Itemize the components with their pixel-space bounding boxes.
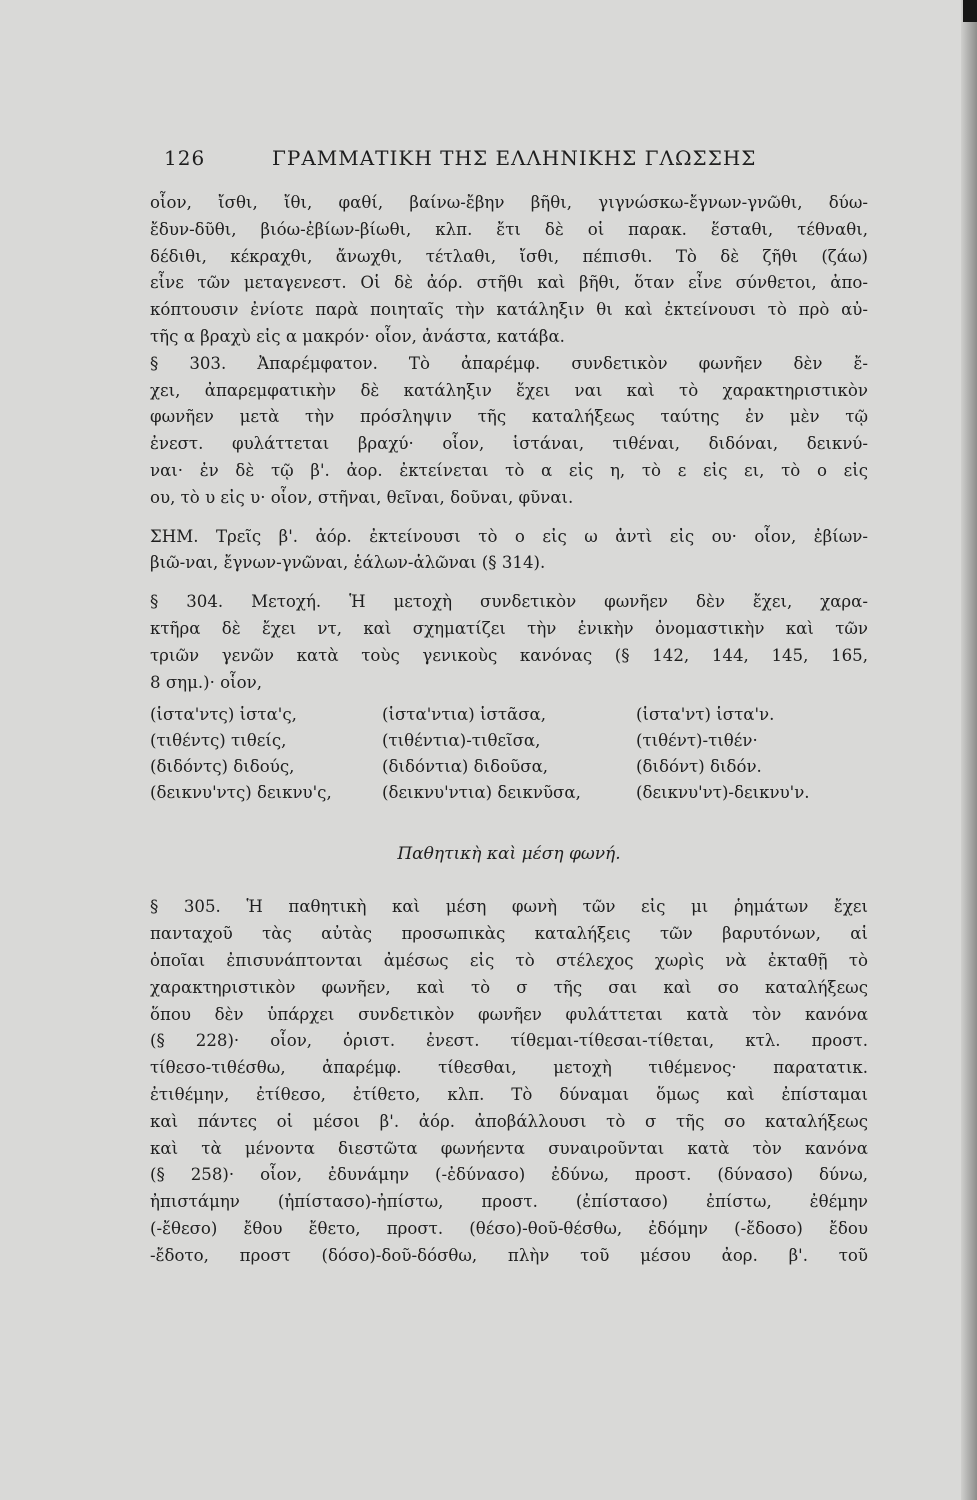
text-line: πανταχοῦ τὰς αὐτὰς προσωπικὰς καταλήξεις τῶν βαρυτόνων, αἱ	[150, 924, 868, 944]
text-line: κόπτουσιν ἐνίοτε παρὰ ποιηταῖς τὴν κατάληξιν θι καὶ ἐκτείνουσι τὸ πρὸ αὐ-	[150, 300, 868, 320]
page-corner-mark	[963, 0, 977, 22]
text-line: χει, ἀπαρεμφατικὴν δὲ κατάληξιν ἔχει ναι καὶ τὸ χαρακτηριστικὸν	[150, 380, 868, 400]
section-303-infinitive	[150, 351, 868, 512]
text-line: κτῆρα δὲ ἔχει ντ, καὶ σχηματίζει τὴν ἑνικὴν ὀνομαστικὴν καὶ τῶν	[150, 618, 868, 638]
text-line: -ἔδοτο, προστ (δόσο)-δοῦ-δόσθω, πλὴν τοῦ μέσου ἀορ. β'. τοῦ	[150, 1245, 868, 1265]
text-line: ὁποῖαι ἐπισυνάπτονται ἀμέσως εἰς τὸ στέλεχος χωρὶς νὰ ἐκταθῇ τὸ	[150, 950, 868, 970]
text-line: οἷον, ἴσθι, ἴθι, φαθί, βαίνω-ἔβην βῆθι, γιγνώσκω-ἔγνων-γνῶθι, δύω-	[150, 193, 868, 212]
page-edge-shadow	[961, 0, 977, 1500]
form-masculine: (τιθέντς) τιθείς,	[150, 731, 287, 751]
text-line: 8 σημ.)· οἷον,	[150, 672, 263, 692]
text-line: τίθεσο-τιθέσθω, ἀπαρέμφ. τίθεσθαι, μετοχὴ τιθέμενος· παρατατικ.	[150, 1058, 868, 1078]
text-line: ἐτιθέμην, ἐτίθεσο, ἐτίθετο, κλπ. Τὸ δύναμαι ὅμως καὶ ἐπίσταμαι	[150, 1084, 868, 1104]
section-subheading: Παθητικὴ καὶ μέση φωνή.	[397, 844, 621, 865]
form-feminine: (ἱστα'ντια) ἱστᾶσα,	[382, 705, 547, 725]
text-line: ἠπιστάμην (ἠπίστασο)-ἠπίστω, προστ. (ἐπίστασο) ἐπίστω, ἐθέμην	[150, 1192, 868, 1212]
form-neuter: (ἱστα'ντ) ἱστα'ν.	[636, 705, 775, 725]
section-305-passive-middle	[150, 894, 868, 1269]
text-line: § 303. Ἀπαρέμφατον. Τὸ ἀπαρέμφ. συνδετικὸν φωνῆεν δὲν ἔ-	[150, 353, 868, 373]
form-row	[150, 780, 868, 806]
text-line: (§ 258)· οἷον, ἐδυνάμην (-ἐδύνασο) ἐδύνω, προστ. (δύνασο) δύνω,	[150, 1165, 868, 1185]
text-line: ναι· ἐν δὲ τῷ β'. ἀορ. ἐκτείνεται τὸ α εἰς η, τὸ ε εἰς ει, τὸ ο εἰς	[150, 460, 868, 480]
text-line: ἐνεστ. φυλάττεται βραχύ· οἷον, ἱστάναι, τιθέναι, διδόναι, δεικνύ-	[150, 434, 868, 454]
form-feminine: (τιθέντια)-τιθεῖσα,	[382, 731, 541, 751]
form-feminine: (δεικνυ'ντια) δεικνῦσα,	[382, 783, 581, 803]
text-line: (§ 228)· οἷον, ὁριστ. ἐνεστ. τίθεμαι-τίθεσαι-τίθεται, κτλ. προστ.	[150, 1031, 868, 1051]
running-title: ΓΡΑΜΜΑΤΙΚΗ ΤΗΣ ΕΛΛΗΝΙΚΗΣ ΓΛΩΣΣΗΣ	[272, 146, 757, 170]
text-line: χαρακτηριστικὸν φωνῆεν, καὶ τὸ σ τῆς σαι καὶ σο καταλήξεως	[150, 977, 868, 997]
section-304-participle	[150, 589, 868, 696]
text-line: ου, τὸ υ εἰς υ· οἷον, στῆναι, θεῖναι, δοῦναι, φῦναι.	[150, 487, 574, 507]
text-line: δέδιθι, κέκραχθι, ἄνωχθι, τέτλαθι, ἴσθι, πέπισθι. Τὸ δὲ ζῆθι (ζάω)	[150, 246, 868, 266]
text-line: τῆς α βραχὺ εἰς α μακρόν· οἷον, ἀνάστα, κατάβα.	[150, 326, 565, 346]
text-line: (-ἔθεσο) ἔθου ἔθετο, προστ. (θέσο)-θοῦ-θέσθω, ἐδόμην (-ἔδοσο) ἔδου	[150, 1218, 868, 1238]
text-line: καὶ πάντες οἱ μέσοι β'. ἀόρ. ἀποβάλλουσι τὸ σ τῆς σο καταλήξεως	[150, 1111, 868, 1131]
form-row	[150, 702, 868, 728]
participle-forms-table	[150, 702, 868, 806]
text-line: ΣΗΜ. Τρεῖς β'. ἀόρ. ἐκτείνουσι τὸ ο εἰς ω ἀντὶ εἰς ου· οἷον, ἐβίων-	[150, 526, 868, 546]
form-neuter: (διδόντ) διδόν.	[636, 757, 762, 777]
text-line: βιῶ-ναι, ἔγνων-γνῶναι, ἑάλων-ἁλῶναι (§ 314).	[150, 553, 546, 573]
text-line: § 305. Ἡ παθητικὴ καὶ μέση φωνὴ τῶν εἰς μι ῥημάτων ἔχει	[150, 897, 868, 917]
form-neuter: (τιθέντ)-τιθέν·	[636, 731, 758, 751]
paragraph-imperative-notes	[150, 190, 868, 351]
note-303	[150, 524, 868, 578]
text-line: εἶνε τῶν μεταγενεστ. Οἱ δὲ ἀόρ. στῆθι καὶ βῆθι, ὅταν εἶνε σύνθετοι, ἀπο-	[150, 273, 868, 293]
text-line: τριῶν γενῶν κατὰ τοὺς γενικοὺς κανόνας (§ 142, 144, 145, 165,	[150, 645, 868, 665]
page-number: 126	[164, 146, 206, 170]
text-line: ὅπου δὲν ὑπάρχει συνδετικὸν φωνῆεν φυλάττεται κατὰ τὸν κανόνα	[150, 1004, 868, 1024]
form-neuter: (δεικνυ'ντ)-δεικνυ'ν.	[636, 783, 810, 803]
form-masculine: (δεικνυ'ντς) δεικνυ'ς,	[150, 783, 332, 803]
book-page	[150, 142, 868, 1270]
text-line: φωνῆεν μετὰ τὴν πρόσληψιν τῆς καταλήξεως ταύτης ἐν μὲν τῷ	[150, 407, 868, 427]
form-row	[150, 728, 868, 754]
text-line: § 304. Μετοχή. Ἡ μετοχὴ συνδετικὸν φωνῆεν δὲν ἔχει, χαρα-	[150, 592, 868, 612]
running-header	[150, 142, 868, 176]
form-row	[150, 754, 868, 780]
page-body	[150, 190, 868, 1270]
text-line: ἔδυν-δῦθι, βιόω-ἐβίων-βίωθι, κλπ. ἔτι δὲ οἱ παρακ. ἕσταθι, τέθναθι,	[150, 219, 868, 239]
form-feminine: (διδόντια) διδοῦσα,	[382, 757, 549, 777]
form-masculine: (ἱστα'ντς) ἱστα'ς,	[150, 705, 297, 725]
text-line: καὶ τὰ μένοντα διεστῶτα φωνήεντα συναιροῦνται κατὰ τὸν κανόνα	[150, 1138, 868, 1158]
form-masculine: (διδόντς) διδούς,	[150, 757, 295, 777]
